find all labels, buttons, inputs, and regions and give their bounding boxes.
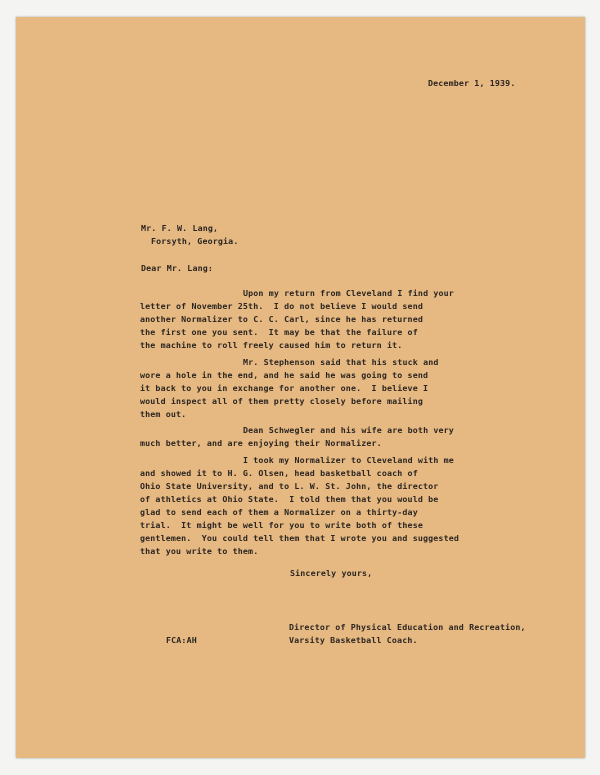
paragraph-4-line-2: and showed it to H. G. Olsen, head basketball coach of: [140, 468, 418, 478]
closing: Sincerely yours,: [290, 568, 373, 578]
paragraph-2-line-4: would inspect all of them pretty closely before mailing: [140, 396, 423, 406]
signature-title-1: Director of Physical Education and Recreation,: [289, 622, 526, 632]
paragraph-1-line-4: the first one you sent. It may be that the failure of: [140, 327, 418, 337]
letter-date: December 1, 1939.: [428, 78, 516, 88]
paragraph-3-line-1: Dean Schwegler and his wife are both very: [243, 425, 454, 435]
signature-title-2: Varsity Basketball Coach.: [289, 635, 418, 645]
typist-initials: FCA:AH: [166, 635, 197, 645]
paragraph-4-line-3: Ohio State University, and to L. W. St. John, the director: [140, 481, 439, 491]
paragraph-4-line-7: gentlemen. You could tell them that I wrote you and suggested: [140, 533, 459, 543]
paragraph-1-line-2: letter of November 25th. I do not believe I would send: [140, 301, 423, 311]
recipient-name: Mr. F. W. Lang,: [141, 223, 219, 233]
paragraph-1-line-3: another Normalizer to C. C. Carl, since he has returned: [140, 314, 423, 324]
salutation: Dear Mr. Lang:: [141, 263, 214, 273]
paragraph-4-line-4: of athletics at Ohio State. I told them that you would be: [140, 494, 439, 504]
paragraph-1-line-1: Upon my return from Cleveland I find your: [243, 288, 454, 298]
paragraph-1-line-5: the machine to roll freely caused him to return it.: [140, 340, 403, 350]
letter-page: [16, 17, 585, 758]
paragraph-2-line-2: wore a hole in the end, and he said he was going to send: [140, 370, 429, 380]
paragraph-2-line-3: it back to you in exchange for another one. I believe I: [140, 383, 429, 393]
paragraph-2-line-1: Mr. Stephenson said that his stuck and: [243, 357, 439, 367]
paragraph-4-line-5: glad to send each of them a Normalizer on a thirty-day: [140, 507, 418, 517]
paragraph-4-line-8: that you write to them.: [140, 546, 259, 556]
paragraph-4-line-1: I took my Normalizer to Cleveland with me: [243, 455, 454, 465]
recipient-location: Forsyth, Georgia.: [151, 236, 239, 246]
paragraph-3-line-2: much better, and are enjoying their Normalizer.: [140, 438, 382, 448]
paragraph-4-line-6: trial. It might be well for you to write both of these: [140, 520, 423, 530]
paragraph-2-line-5: them out.: [140, 409, 187, 419]
